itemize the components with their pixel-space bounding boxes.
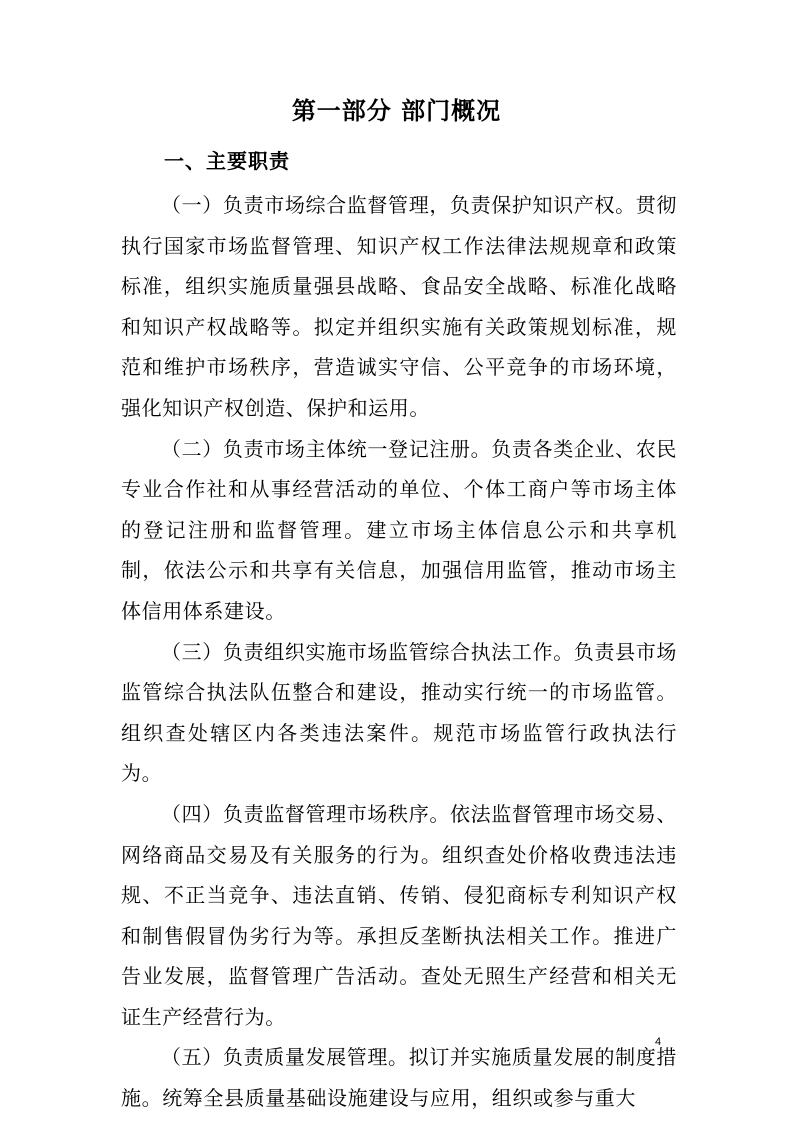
- paragraph-duty-4: （四）负责监督管理市场秩序。依法监督管理市场交易、网络商品交易及有关服务的行为。组织查处价格收费违法违规、不正当竞争、违法直销、传销、侵犯商标专利知识产权和制售假冒伪劣行为等。承担反垄断执法相关工作。推进广告业发展，监督管理广告活动。查处无照生产经营和相关无证生产经营行为。: [121, 801, 677, 1029]
- page-title: 第一部分 部门概况: [291, 97, 502, 125]
- section-heading: 一、主要职责: [164, 149, 290, 173]
- paragraph-duty-1: （一）负责市场综合监督管理，负责保护知识产权。贯彻执行国家市场监督管理、知识产权工作法律法规规章和政策标准，组织实施质量强县战略、食品安全战略、标准化战略和知识产权战略等。拟定并组织实施有关政策规划标准，规范和维护市场秩序，营造诚实守信、公平竞争的市场环境，强化知识产权创造、保护和运用。: [121, 193, 677, 420]
- page-number: 4: [655, 1036, 662, 1048]
- body-text: [121, 185, 677, 1119]
- paragraph-duty-3: （三）负责组织实施市场监管综合执法工作。负责县市场监管综合执法队伍整合和建设，推动实行统一的市场监管。组织查处辖区内各类违法案件。规范市场监管行政执法行为。: [121, 639, 677, 786]
- paragraph-duty-2: （二）负责市场主体统一登记注册。负责各类企业、农民专业合作社和从事经营活动的单位、个体工商户等市场主体的登记注册和监督管理。建立市场主体信息公示和共享机制，依法公示和共享有关信息，加强信用监管，推动市场主体信用体系建设。: [121, 436, 677, 623]
- paragraph-duty-5: （五）负责质量发展管理。拟订并实施质量发展的制度措施。统筹全县质量基础设施建设与应用，组织或参与重大: [121, 1045, 677, 1111]
